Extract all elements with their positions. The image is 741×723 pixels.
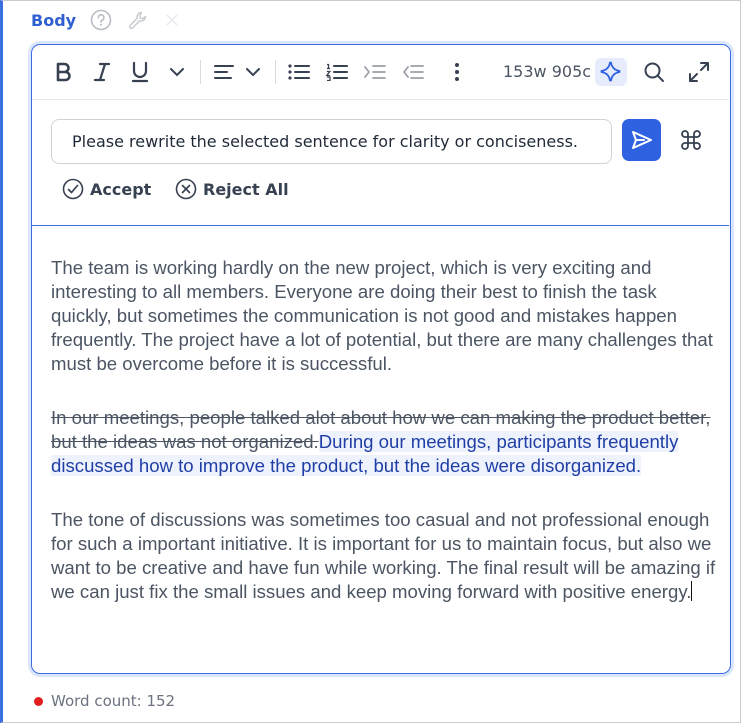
numbered-list-icon[interactable] (324, 58, 350, 86)
send-icon (630, 129, 654, 151)
more-options-icon[interactable] (449, 58, 465, 86)
deleted-suggestion: In our meetings, people talked alot about how we can making the product better, but the ideas was not organized. (51, 407, 711, 452)
rich-text-editor (31, 44, 731, 674)
toolbar-divider (275, 60, 276, 84)
word-count: Word count: 152 (51, 692, 176, 710)
reject-all-label: Reject All (203, 179, 289, 199)
command-icon[interactable] (677, 126, 705, 154)
paragraph-2 (51, 406, 721, 478)
wrench-icon[interactable] (126, 9, 150, 31)
field-label: Body (31, 10, 77, 30)
underline-button[interactable] (127, 58, 153, 86)
paragraph-3-text: The tone of discussions was sometimes too casual and not professional enough for such a important initiative. It is important for us to maintain focus, but also we want to be creative and have fun while working. The final result will be amazing if we can just fix the small issues and keep moving forward with positive energy. (51, 509, 716, 602)
word-char-count: 153w 905c (503, 62, 592, 81)
more-format-chevron-icon[interactable] (167, 58, 187, 86)
send-button[interactable] (622, 119, 661, 161)
fullscreen-icon[interactable] (685, 58, 713, 86)
check-circle-icon (62, 178, 84, 200)
paragraph-1: The team is working hardly on the new project, which is very exciting and interesting to all members. Everyone are doing their best to finish the task quickly, but sometimes the communication is not good and mistakes happen frequently. The project have a lot of potential, but there are many challenges that must be overcome before it is successful. (51, 257, 713, 374)
inserted-suggestion: During our meetings, participants frequently discussed how to improve the product, but the ideas were disorganized. (51, 431, 679, 476)
paragraph-3 (51, 508, 721, 604)
close-circle-icon (175, 178, 197, 200)
accept-label: Accept (90, 179, 152, 199)
bold-button[interactable] (51, 58, 77, 86)
indent-icon[interactable] (362, 58, 388, 86)
editor-footer (34, 692, 175, 710)
outdent-icon[interactable] (400, 58, 426, 86)
bullet-list-icon[interactable] (286, 58, 312, 86)
status-dot (34, 697, 43, 706)
align-chevron-down-icon[interactable] (243, 58, 263, 86)
field-header (31, 8, 180, 32)
italic-button[interactable] (89, 58, 115, 86)
ai-sparkle-button[interactable] (595, 58, 627, 86)
align-left-icon[interactable] (212, 58, 236, 86)
editor-content[interactable] (51, 256, 721, 634)
text-cursor (691, 581, 692, 601)
editor-toolbar (32, 45, 729, 99)
search-icon[interactable] (640, 58, 668, 86)
collapse-icon[interactable] (164, 12, 180, 28)
ai-assistant-panel (32, 99, 729, 226)
toolbar-divider (200, 60, 201, 84)
help-icon[interactable] (90, 9, 112, 31)
reject-all-button[interactable] (175, 178, 289, 200)
accept-button[interactable] (62, 178, 151, 200)
ai-prompt-input[interactable]: Please rewrite the selected sentence for clarity or conciseness. (51, 119, 612, 164)
